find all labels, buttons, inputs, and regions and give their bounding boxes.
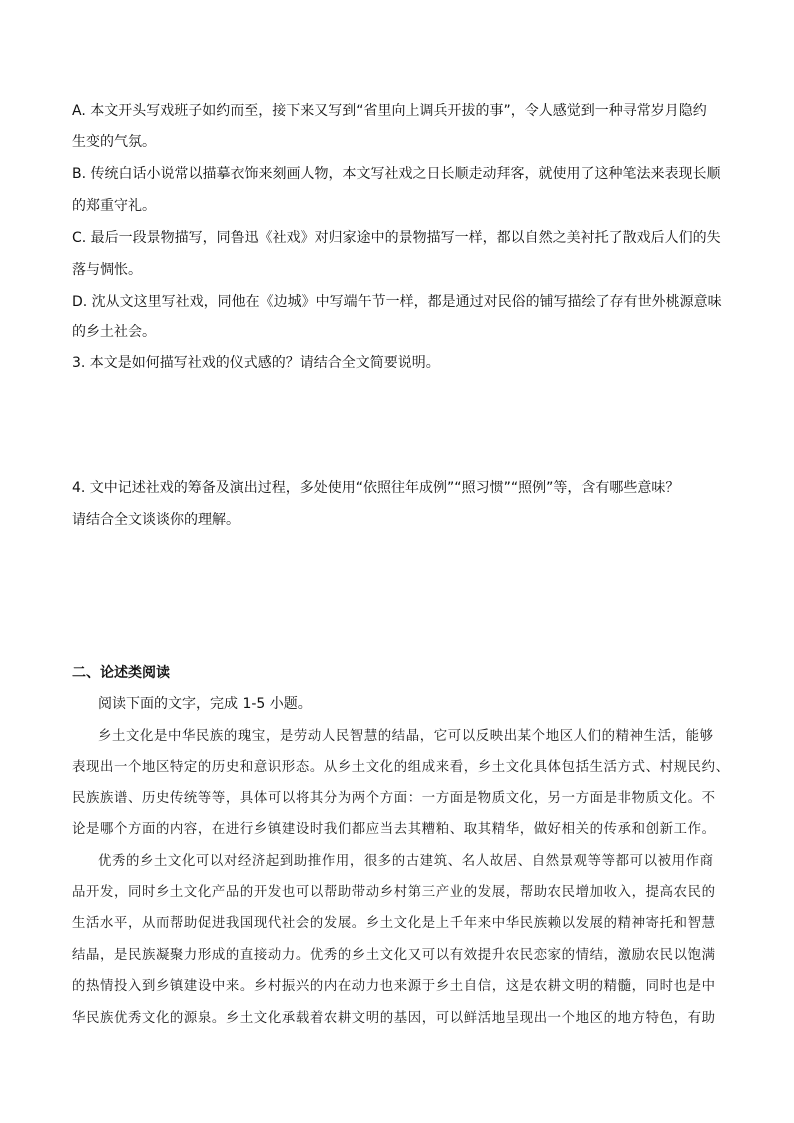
- option-d-line-2: 的乡土社会。: [72, 324, 156, 340]
- section-instruction: 阅读下面的文字，完成 1-5 小题。: [98, 696, 312, 712]
- option-a-line-1: A. 本文开头写戏班子如约而至，接下来又写到“省里向上调兵开拔的事”，令人感觉到一种寻常岁月隐约: [72, 103, 707, 119]
- passage-line-4: 论是哪个方面的内容，在进行乡镇建设时我们都应当去其糟粕、取其精华，做好相关的传承和创新工作。: [72, 822, 716, 837]
- passage-line-10: 华民族优秀文化的源泉。乡土文化承载着农耕文明的基因，可以鲜活地呈现出一个地区的地方特色，有助: [72, 1011, 716, 1026]
- passage-line-2: 表现出一个地区特定的历史和意识形态。从乡土文化的组成来看，乡土文化具体包括生活方式、村规民约、: [72, 760, 730, 775]
- option-c-line-1: C. 最后一段景物描写，同鲁迅《社戏》对归家途中的景物描写一样，都以自然之美衬托了散戏后人们的失: [72, 230, 721, 246]
- option-a-line-2: 生变的气氛。: [72, 134, 156, 150]
- option-c-line-2: 落与惆怅。: [72, 262, 142, 278]
- option-b-line-1: B. 传统白话小说常以描摹衣饰来刻画人物，本文写社戏之日长顺走动拜客，就使用了这种笔法来表现长顺: [72, 166, 721, 182]
- section-heading: 二、论述类阅读: [72, 665, 170, 681]
- passage-line-9: 的热情投入到乡镇建设中来。乡村振兴的内在动力也来源于乡土自信，这是农耕文明的精髓，同时也是中: [72, 979, 716, 994]
- passage-line-8: 结晶，是民族凝聚力形成的直接动力。优秀的乡土文化又可以有效提升农民恋家的情结，激励农民以饱满: [72, 948, 716, 963]
- passage-line-1: 乡土文化是中华民族的瑰宝，是劳动人民智慧的结晶，它可以反映出某个地区人们的精神生活，能够: [98, 729, 714, 744]
- question-4-line-2: 请结合全文谈谈你的理解。: [72, 512, 240, 528]
- option-b-line-2: 的郑重守礼。: [72, 198, 156, 214]
- passage-line-3: 民族族谱、历史传统等等，具体可以将其分为两个方面：一方面是物质文化，另一方面是非物质文化。不: [72, 791, 716, 806]
- passage-line-7: 生活水平，从而帮助促进我国现代社会的发展。乡土文化是上千年来中华民族赖以发展的精神寄托和智慧: [72, 916, 716, 931]
- option-d-line-1: D. 沈从文这里写社戏，同他在《边城》中写端午节一样，都是通过对民俗的铺写描绘了存有世外桃源意味: [72, 294, 722, 310]
- question-4-line-1: 4. 文中记述社戏的筹备及演出过程，多处使用“依照往年成例”“照习惯”“照例”等，含有哪些意味？: [72, 480, 680, 496]
- question-3: 3. 本文是如何描写社戏的仪式感的？请结合全文简要说明。: [72, 355, 440, 371]
- passage-line-6: 品开发，同时乡土文化产品的开发也可以帮助带动乡村第三产业的发展，帮助农民增加收入，提高农民的: [72, 885, 716, 900]
- passage-line-5: 优秀的乡土文化可以对经济起到助推作用，很多的古建筑、名人故居、自然景观等等都可以被用作商: [98, 854, 714, 869]
